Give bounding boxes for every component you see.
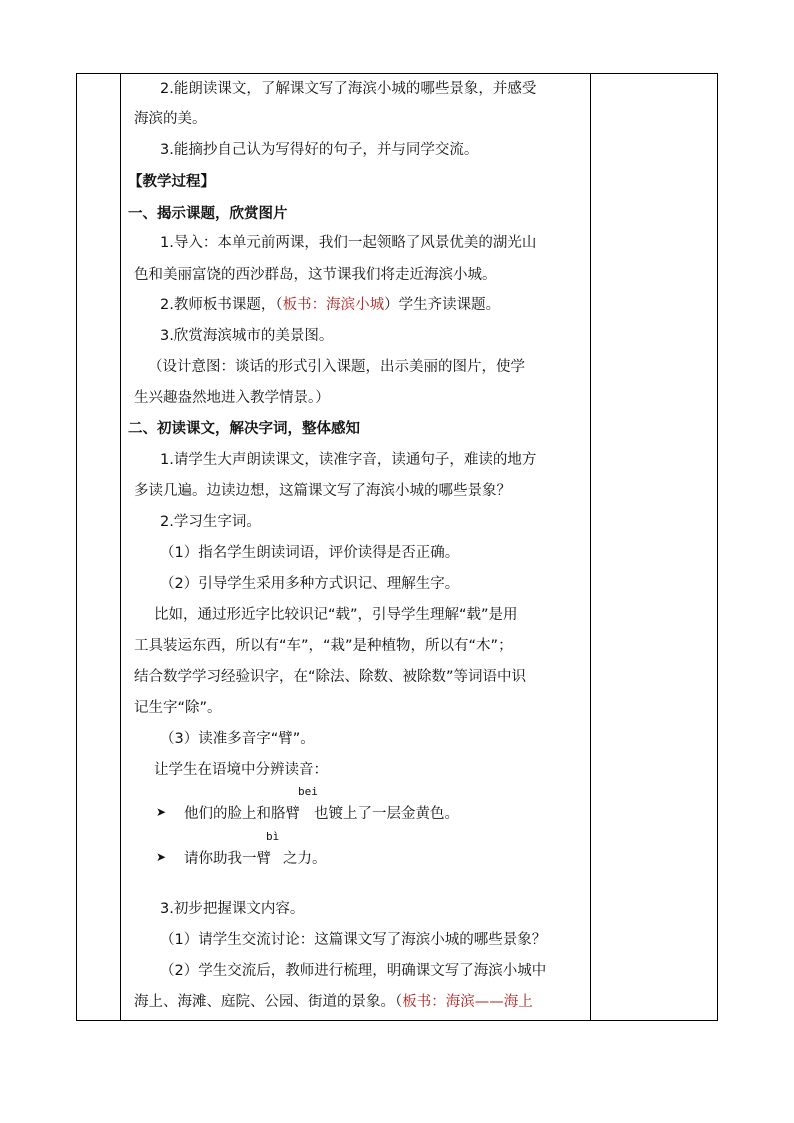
example-sentence-1-a: 他们的脸上和胳臂 bbox=[184, 806, 300, 822]
step-2-recognize-chars: （2）引导学生采用多种方式识记、理解生字。 bbox=[160, 576, 460, 592]
objective-2-line-1: 2.能朗读课文，了解课文写了海滨小城的哪些景象，并感受 bbox=[160, 81, 537, 97]
example-sentence-2-b: 之力。 bbox=[283, 851, 327, 867]
context-instruction: 让学生在语境中分辨读音： bbox=[154, 762, 328, 778]
design-intent-line-1: （设计意图：谈话的形式引入课题，出示美丽的图片，使学 bbox=[148, 359, 525, 375]
objective-2-line-2: 海滨的美。 bbox=[134, 111, 207, 127]
appreciate-images: 3.欣赏海滨城市的美景图。 bbox=[160, 328, 334, 344]
example-line-1: 比如，通过形近字比较识记“载”，引导学生理解“载”是用 bbox=[154, 607, 518, 623]
example-line-4: 记生字“除”。 bbox=[134, 700, 222, 716]
arrowhead-bullet-icon: ➤ bbox=[156, 850, 167, 864]
scenes-text: 海上、海滩、庭院、公园、街道的景象。（ bbox=[134, 994, 403, 1010]
example-line-2: 工具装运东西，所以有“车”，“栽”是种植物，所以有“木”； bbox=[134, 638, 513, 654]
pinyin-bei: bei bbox=[298, 785, 318, 798]
learn-words: 2.学习生字词。 bbox=[160, 514, 261, 530]
example-line-3: 结合数学学习经验识字，在“除法、除数、被除数”等词语中识 bbox=[134, 669, 527, 685]
board-writing-scenes: 板书：海滨——海上 bbox=[402, 994, 533, 1010]
example-sentence-1 bbox=[184, 804, 459, 824]
example-sentence-2-a: 请你助我一臂 bbox=[184, 851, 271, 867]
example-sentence-2 bbox=[184, 849, 327, 869]
section-heading-2: 二、初读课文，解决字词，整体感知 bbox=[128, 421, 360, 437]
grasp-content: 3.初步把握课文内容。 bbox=[160, 901, 305, 917]
intro-line-1: 1.导入：本单元前两课，我们一起领略了风景优美的湖光山 bbox=[160, 235, 537, 251]
discussion-step-1: （1）请学生交流讨论：这篇课文写了海滨小城的哪些景象？ bbox=[160, 932, 547, 948]
reading-line-1: 1.请学生大声朗读课文，读准字音，读通句子，难读的地方 bbox=[160, 452, 537, 468]
design-intent-line-2: 生兴趣盎然地进入教学情景。） bbox=[134, 390, 330, 406]
section-heading-process: 【教学过程】 bbox=[128, 174, 215, 190]
step-3-polyphonic: （3）读准多音字“臂”。 bbox=[160, 731, 315, 747]
step-1-read-words: （1）指名学生朗读词语，评价读得是否正确。 bbox=[160, 545, 460, 561]
objective-3: 3.能摘抄自己认为写得好的句子，并与同学交流。 bbox=[160, 142, 479, 158]
section-heading-1: 一、揭示课题，欣赏图片 bbox=[128, 206, 288, 222]
intro-line-2: 色和美丽富饶的西沙群岛，这节课我们将走近海滨小城。 bbox=[134, 267, 497, 283]
board-title-line bbox=[160, 295, 500, 315]
arrowhead-bullet-icon: ➤ bbox=[156, 805, 167, 819]
table-column-divider-left bbox=[120, 73, 121, 1021]
board-title-text-c: ）学生齐读课题。 bbox=[384, 297, 501, 313]
board-writing-title: 板书：海滨小城 bbox=[282, 297, 385, 313]
table-column-divider-right bbox=[590, 73, 591, 1021]
example-sentence-1-b: 也镀上了一层金黄色。 bbox=[314, 806, 459, 822]
board-title-text-a: 2.教师板书课题，（ bbox=[160, 297, 283, 313]
pinyin-bi: bì bbox=[266, 830, 280, 843]
discussion-step-2-line-1: （2）学生交流后，教师进行梳理，明确课文写了海滨小城中 bbox=[160, 963, 547, 979]
reading-line-2: 多读几遍。边读边想，这篇课文写了海滨小城的哪些景象？ bbox=[134, 483, 511, 499]
discussion-step-2-line-2 bbox=[134, 992, 533, 1012]
